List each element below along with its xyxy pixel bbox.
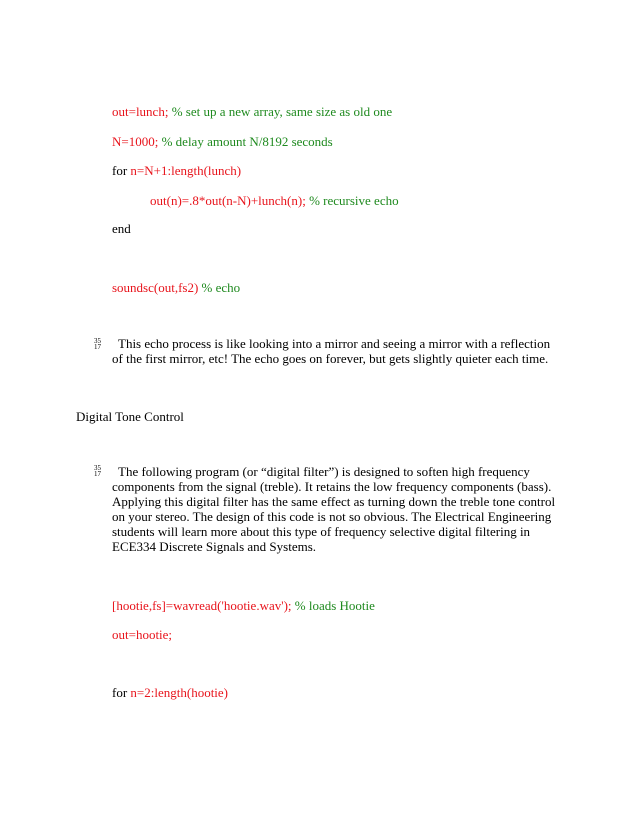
code-comment: % loads Hootie	[291, 598, 375, 613]
code-keyword: end	[112, 221, 131, 236]
code-text: out(n)=.8*out(n-N)+lunch(n);	[150, 193, 306, 208]
code-comment: % echo	[198, 280, 241, 295]
code-text: soundsc(out,fs2)	[112, 280, 199, 295]
code-text: out=hootie;	[112, 627, 173, 642]
code-text: n=2:length(hootie)	[130, 685, 229, 700]
code-line-for-hootie	[112, 685, 228, 700]
bullet-top: 35	[94, 337, 101, 345]
code-line-for-loop	[112, 163, 241, 178]
bullet-icon	[94, 338, 101, 350]
code-text: [hootie,fs]=wavread('hootie.wav');	[112, 598, 292, 613]
paragraph-filter: The following program (or “digital filter”) is designed to soften high frequency components from the signal (treble). It retains the low frequency components (bass). Applying this digital filter has the same effect as turning down the treble tone control on your stereo. The design of this code is not so obvious. The Electrical Engineering students will learn more about this type of frequency selective digital filtering in ECE334 Discrete Signals and Systems.	[112, 464, 556, 554]
bullet-icon	[94, 465, 101, 477]
code-keyword: for	[112, 685, 131, 700]
code-line-soundsc	[112, 280, 240, 295]
code-text: n=N+1:length(lunch)	[130, 163, 242, 178]
code-text: N=1000;	[112, 134, 159, 149]
code-line-out-lunch	[112, 104, 392, 119]
code-line-wavread	[112, 598, 375, 613]
code-comment: % set up a new array, same size as old one	[168, 104, 393, 119]
paragraph-echo: This echo process is like looking into a mirror and seeing a mirror with a reflection of the first mirror, etc! The echo goes on forever, but gets slightly quieter each time.	[112, 336, 551, 366]
code-comment: % recursive echo	[305, 193, 399, 208]
code-keyword: for	[112, 163, 131, 178]
bullet-bottom: 17	[94, 343, 101, 351]
code-line-end	[112, 221, 131, 236]
code-line-delay	[112, 134, 333, 149]
code-text: out=lunch;	[112, 104, 169, 119]
code-line-out-hootie	[112, 627, 172, 642]
bullet-top: 35	[94, 464, 101, 472]
code-comment: % delay amount N/8192 seconds	[158, 134, 333, 149]
section-heading: Digital Tone Control	[76, 409, 184, 424]
code-line-recursive-echo	[150, 193, 399, 208]
bullet-bottom: 17	[94, 470, 101, 478]
